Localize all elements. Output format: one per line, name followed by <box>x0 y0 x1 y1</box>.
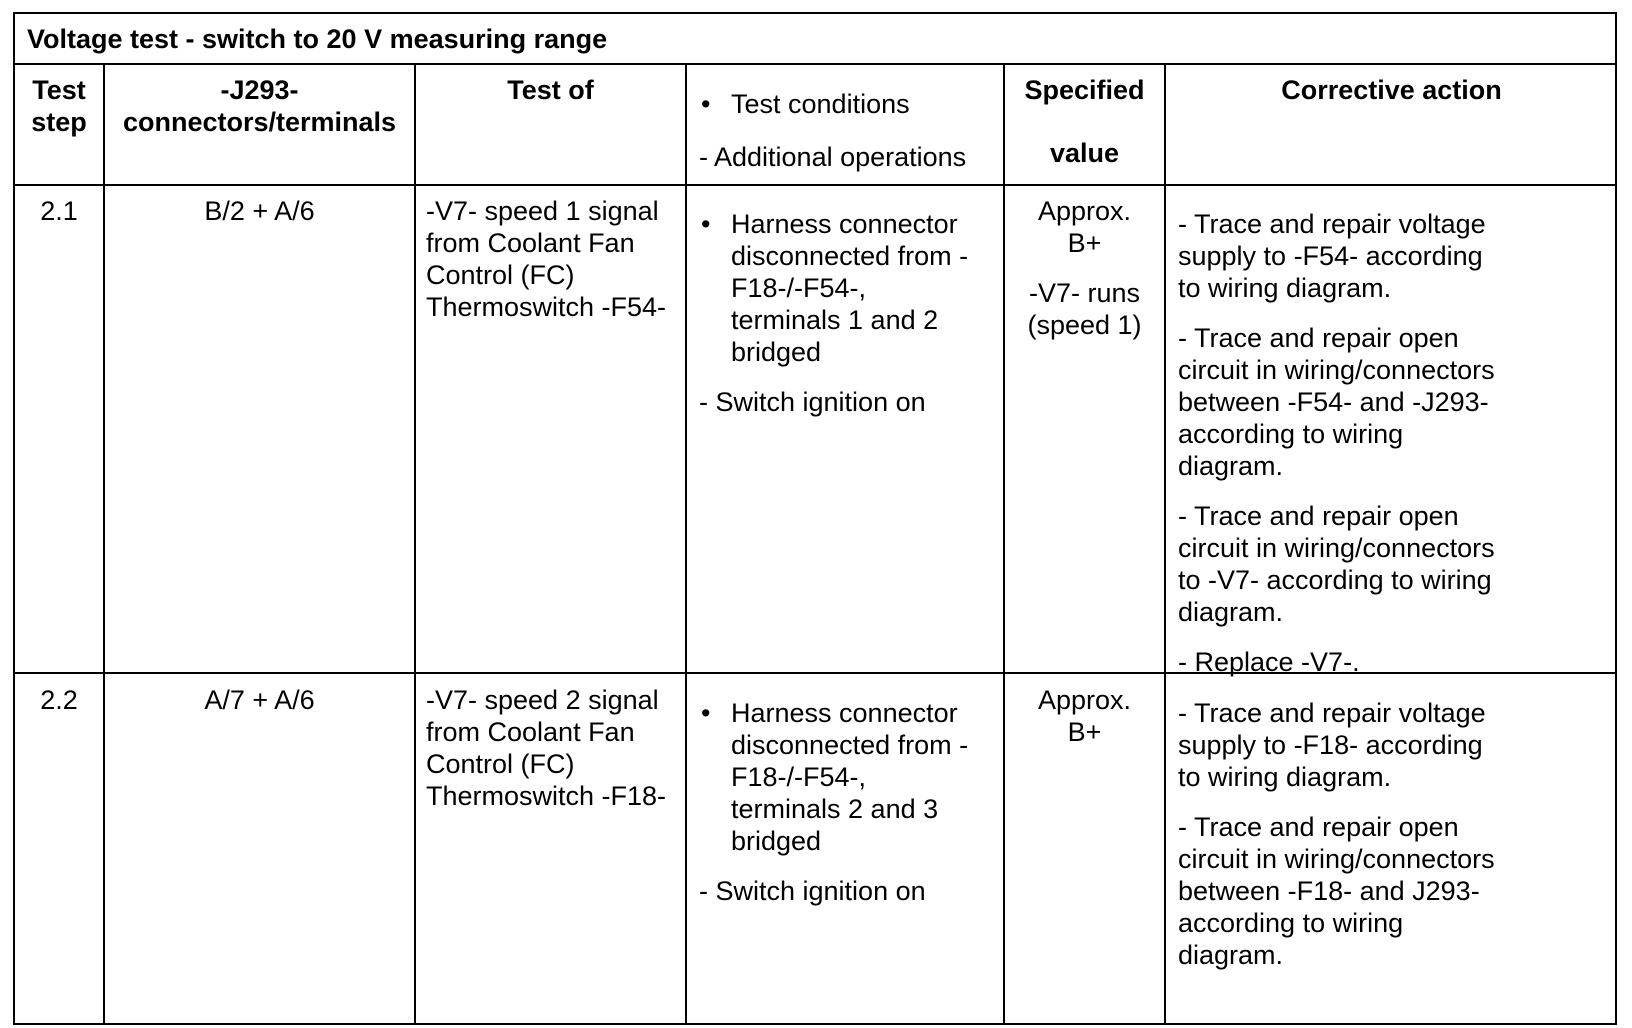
cell-line: to -V7- according to wiring <box>1178 565 1492 595</box>
cell-line: F18-/-F54-, <box>731 762 867 792</box>
header-test-step <box>15 74 103 138</box>
cell-line: according to wiring <box>1178 908 1404 938</box>
action-item <box>1178 646 1617 678</box>
cell-line: circuit in wiring/connectors <box>1178 355 1495 385</box>
condition-bullet-item <box>687 208 1003 368</box>
header-text: connectors/terminals <box>122 107 397 137</box>
row-2-2-test-of <box>426 684 685 812</box>
header-text: -J293- <box>220 75 299 105</box>
cell-line: - Trace and repair open <box>1178 812 1459 842</box>
action-item <box>1178 208 1617 304</box>
header-text: value <box>1049 138 1120 168</box>
row-2-1-specified-value <box>1005 195 1164 341</box>
row-2-1-step: 2.1 <box>40 196 78 226</box>
voltage-test-table <box>13 12 1617 1025</box>
row-2-1-test-of <box>426 195 685 323</box>
row-2-2-terminals: A/7 + A/6 <box>204 685 315 715</box>
cell-line: -V7- runs <box>1028 278 1141 308</box>
cell-line: between -F54- and -J293- <box>1178 387 1489 417</box>
cell-line: - Replace -V7-. <box>1178 647 1360 677</box>
cell-line: diagram. <box>1178 940 1284 970</box>
action-item <box>1178 811 1617 971</box>
cell-line: Control (FC) <box>426 260 575 290</box>
cell-line: supply to -F54- according <box>1178 241 1483 271</box>
cell-line: disconnected from - <box>731 730 969 760</box>
cell-line: - Trace and repair open <box>1178 323 1459 353</box>
cell-line: Thermoswitch -F54- <box>426 292 667 322</box>
cell-line: to wiring diagram. <box>1178 762 1392 792</box>
cell-line: B+ <box>1067 717 1102 747</box>
cell-line: - Trace and repair voltage <box>1178 698 1486 728</box>
header-specified-value <box>1005 74 1164 169</box>
cell-line: Harness connector <box>731 209 958 239</box>
cell-line: Approx. <box>1037 685 1132 715</box>
header-connectors <box>105 74 414 138</box>
cell-line: between -F18- and J293- <box>1178 876 1480 906</box>
header-text: Test <box>32 75 86 105</box>
header-test-conditions <box>687 88 1003 173</box>
cell-line: (speed 1) <box>1027 310 1142 340</box>
bullet-icon: • <box>701 89 711 119</box>
condition-dash-item: - Switch ignition on <box>699 387 926 417</box>
cell-line: Thermoswitch -F18- <box>426 781 667 811</box>
header-text: Test conditions <box>731 89 910 119</box>
table-title: Voltage test - switch to 20 V measuring range <box>15 14 1615 65</box>
action-item <box>1178 500 1617 628</box>
row-divider <box>15 184 1615 186</box>
cell-line: -V7- speed 2 signal <box>426 685 659 715</box>
row-2-2-specified-value <box>1005 684 1164 748</box>
cell-line: - Trace and repair open <box>1178 501 1459 531</box>
header-text: step <box>31 107 87 137</box>
row-2-1-terminals: B/2 + A/6 <box>204 196 315 226</box>
cell-line: B+ <box>1067 228 1102 258</box>
cell-line: circuit in wiring/connectors <box>1178 844 1495 874</box>
cell-line: Approx. <box>1037 196 1132 226</box>
header-bullet-item <box>687 88 1003 120</box>
cell-line: bridged <box>731 337 822 367</box>
cell-line: supply to -F18- according <box>1178 730 1483 760</box>
header-text: Specified <box>1024 75 1145 105</box>
cell-line: F18-/-F54-, <box>731 273 867 303</box>
bullet-icon: • <box>701 209 711 239</box>
cell-line: -V7- speed 1 signal <box>426 196 659 226</box>
cell-line: according to wiring <box>1178 419 1404 449</box>
condition-dash-item: - Switch ignition on <box>699 876 926 906</box>
cell-line: Control (FC) <box>426 749 575 779</box>
cell-line: disconnected from - <box>731 241 969 271</box>
cell-line: terminals 2 and 3 <box>731 794 939 824</box>
cell-line: terminals 1 and 2 <box>731 305 939 335</box>
row-2-2-conditions <box>687 697 1003 907</box>
bullet-icon: • <box>701 698 711 728</box>
header-corrective-action <box>1166 74 1617 106</box>
header-text: Test of <box>507 75 594 105</box>
column-divider <box>414 65 416 1023</box>
cell-line: - Trace and repair voltage <box>1178 209 1486 239</box>
row-2-2-corrective-action <box>1178 697 1617 971</box>
cell-line: diagram. <box>1178 451 1284 481</box>
cell-line: diagram. <box>1178 597 1284 627</box>
cell-line: from Coolant Fan <box>426 228 635 258</box>
condition-bullet-item <box>687 697 1003 857</box>
header-text: Corrective action <box>1281 75 1502 105</box>
cell-line: to wiring diagram. <box>1178 273 1392 303</box>
row-2-2-step: 2.2 <box>40 685 78 715</box>
column-divider <box>1164 65 1166 1023</box>
row-2-1-conditions <box>687 208 1003 418</box>
header-text: - Additional operations <box>699 142 967 172</box>
header-test-of <box>416 74 685 106</box>
cell-line: bridged <box>731 826 822 856</box>
cell-line: circuit in wiring/connectors <box>1178 533 1495 563</box>
cell-line: Harness connector <box>731 698 958 728</box>
row-2-1-corrective-action <box>1178 208 1617 678</box>
action-item <box>1178 697 1617 793</box>
cell-line: from Coolant Fan <box>426 717 635 747</box>
action-item <box>1178 322 1617 482</box>
